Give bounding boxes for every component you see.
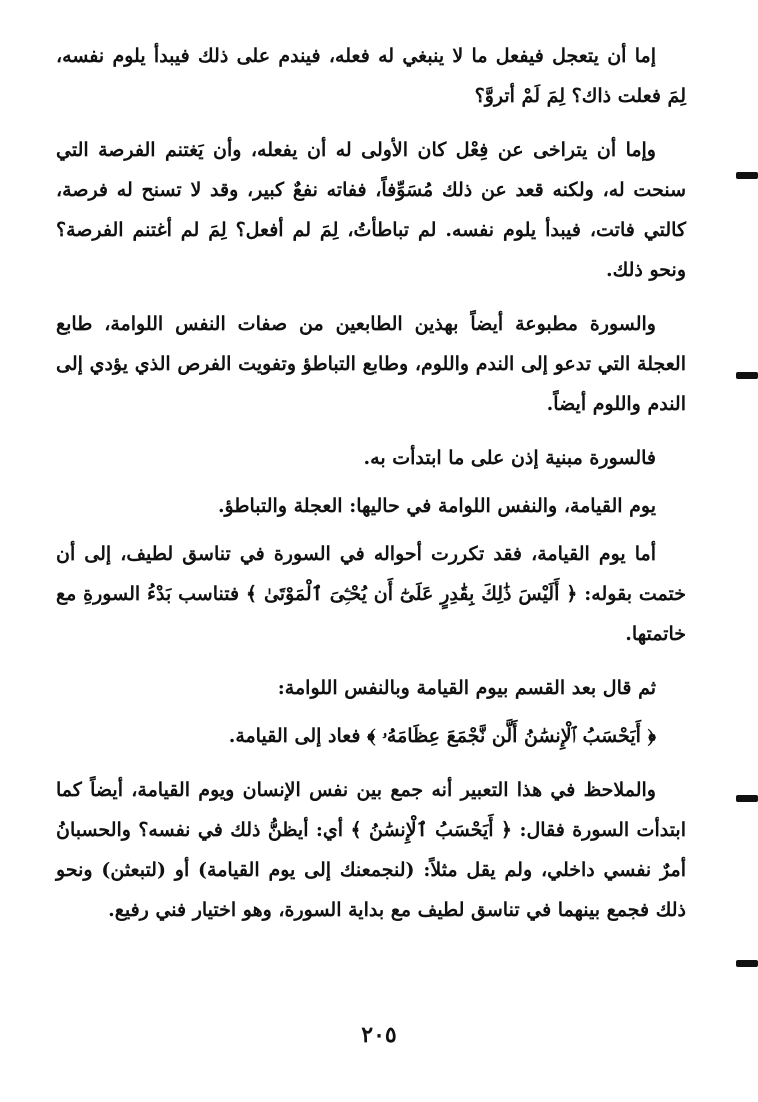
edge-mark: [736, 960, 758, 967]
paragraph-7: ثم قال بعد القسم بيوم القيامة وبالنفس اللوامة:: [277, 677, 656, 699]
edge-mark: [736, 372, 758, 379]
edge-mark: [736, 172, 758, 179]
edge-mark: [736, 795, 758, 802]
page-body: [56, 36, 686, 944]
paragraph-1: إما أن يتعجل فيفعل ما لا ينبغي له فعله، فيندم على ذلك فيبدأ يلوم نفسه، لِمَ فعلت ذاك؟ لِمَ لَمْ أتروَّ؟: [56, 45, 686, 107]
paragraph-8: ﴿ أَيَحْسَبُ ٱلْإِنسَٰنُ أَلَّن نَّجْمَعَ عِظَامَهُۥ ﴾ فعاد إلى القيامة.: [228, 725, 656, 747]
paragraph-9: والملاحظ في هذا التعبير أنه جمع بين نفس الإنسان ويوم القيامة، أيضاً كما ابتدأت السورة فقال: ﴿ أَيَحْسَبُ ٱلْإِنسَٰنُ ﴾ أي: أيظنُّ ذلك في نفسه؟ والحسبانُ أمرٌ نفسي داخلي، ولم يقل مثلاً: (لنجمعنك إلى يوم القيامة) أو (لتبعثن) ونحو ذلك فجمع بينهما في تناسق لطيف مع بداية السورة، وهو اختيار فني رفيع.: [56, 779, 686, 921]
paragraph-3: والسورة مطبوعة أيضاً بهذين الطابعين من صفات النفس اللوامة، طابع العجلة التي تدعو إلى الندم واللوم، وطابع التباطؤ وتفويت الفرص الذي يؤدي إلى الندم واللوم أيضاً.: [56, 313, 686, 415]
paragraph-4: فالسورة مبنية إذن على ما ابتدأت به.: [363, 447, 656, 469]
paragraph-2: وإما أن يتراخى عن فِعْل كان الأولى له أن يفعله، وأن يَغتنم الفرصة التي سنحت له، ولكنه قعد عن ذلك مُسَوِّفاً، ففاته نفعٌ كبير، وقد لا تسنح له فرصة، كالتي فاتت، فيبدأ يلوم نفسه. لم تباطأتُ، لِمَ لم أفعل؟ لِمَ لم أغتنم الفرصة؟ ونحو ذلك.: [56, 139, 686, 281]
paragraph-6: أما يوم القيامة، فقد تكررت أحواله في السورة في تناسق لطيف، إلى أن ختمت بقوله: ﴿ أَلَيْسَ ذَٰلِكَ بِقَٰدِرٍ عَلَىٰٓ أَن يُحْـِۧىَ ٱلْمَوْتَىٰ ﴾ فتناسب بَدْءُ السورةِ مع خاتمتها.: [56, 543, 686, 645]
paragraph-5: يوم القيامة، والنفس اللوامة في حاليها: العجلة والتباطؤ.: [217, 495, 656, 517]
page-number: ٢٠٥: [361, 1022, 397, 1048]
